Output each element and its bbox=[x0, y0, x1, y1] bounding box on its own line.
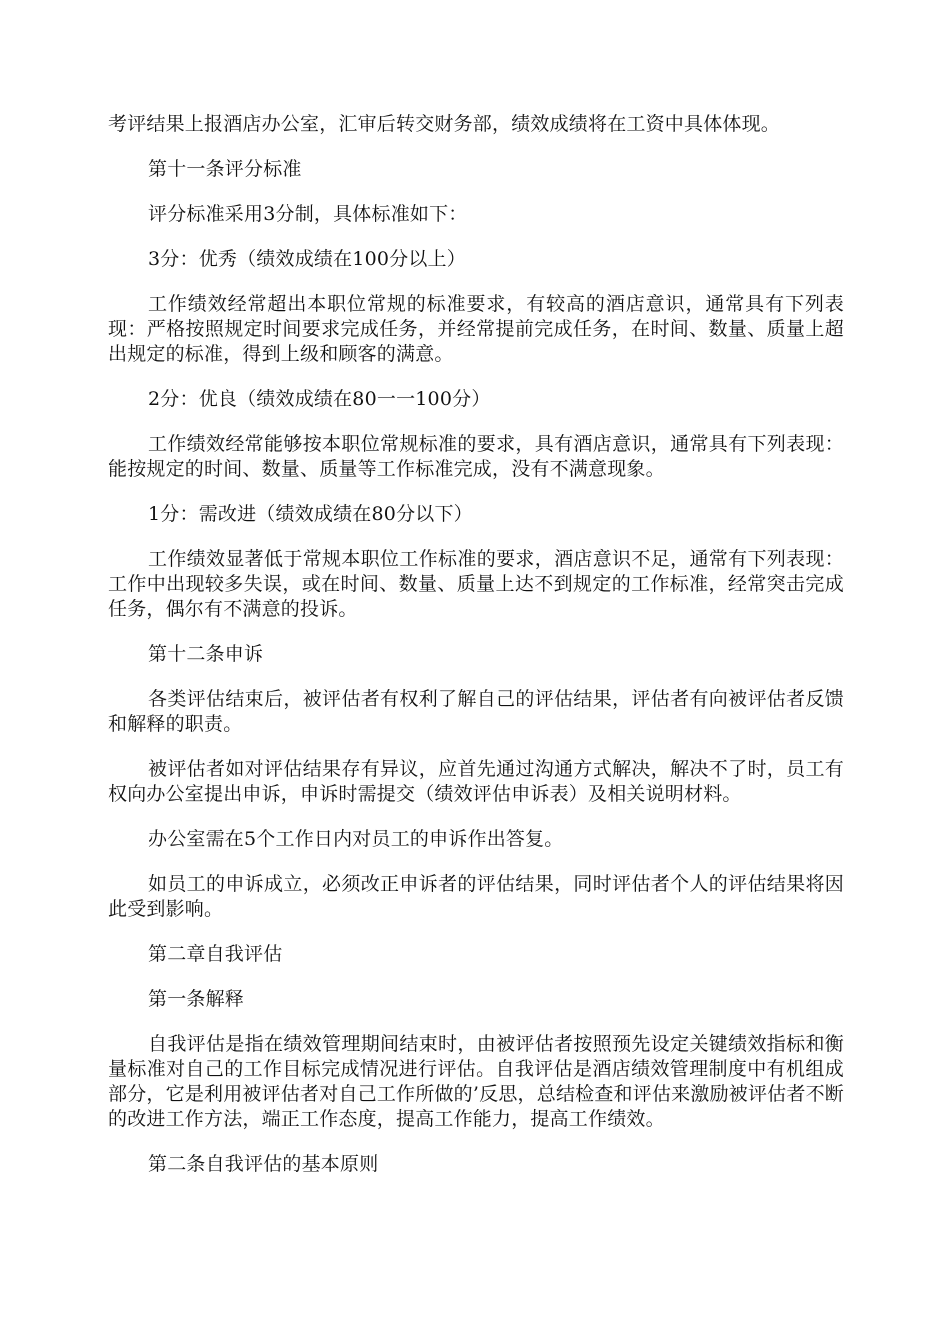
article-1-heading: 第一条解释 bbox=[148, 988, 245, 1010]
score-1-description: 工作绩效显著低于常规本职位工作标准的要求，酒店意识不足，通常有下列表现：工作中出现较多失误，或在时间、数量、质量上达不到规定的工作标准，经常突击完成任务，偶尔有不满意的投诉。 bbox=[108, 548, 844, 620]
score-3-description: 工作绩效经常超出本职位常规的标准要求，有较高的酒店意识，通常具有下列表现：严格按照规定时间要求完成任务，并经常提前完成任务，在时间、数量、质量上超出规定的标准，得到上级和顾客的满意。 bbox=[108, 293, 844, 365]
appeal-paragraph-1: 各类评估结束后，被评估者有权利了解自己的评估结果，评估者有向被评估者反馈和解释的职责。 bbox=[108, 688, 844, 735]
score-1-heading: 1分：需改进（绩效成绩在80分以下） bbox=[148, 503, 473, 525]
appeal-paragraph-3: 办公室需在5个工作日内对员工的申诉作出答复。 bbox=[148, 828, 564, 850]
paragraph-continuation: 考评结果上报酒店办公室，汇审后转交财务部，绩效成绩将在工资中具体体现。 bbox=[108, 113, 781, 135]
appeal-paragraph-2: 被评估者如对评估结果存有异议，应首先通过沟通方式解决，解决不了时，员工有权向办公室提出申诉，申诉时需提交（绩效评估申诉表）及相关说明材料。 bbox=[108, 758, 844, 805]
article-12-heading: 第十二条申诉 bbox=[148, 643, 264, 665]
article-11-heading: 第十一条评分标准 bbox=[148, 158, 302, 180]
article-2-heading: 第二条自我评估的基本原则 bbox=[148, 1153, 379, 1175]
chapter-2-heading: 第二章自我评估 bbox=[148, 943, 283, 965]
scoring-intro: 评分标准采用3分制，具体标准如下： bbox=[148, 203, 468, 225]
document-page bbox=[108, 112, 844, 1197]
self-assessment-definition: 自我评估是指在绩效管理期间结束时，由被评估者按照预先设定关键绩效指标和衡量标准对自己的工作目标完成情况进行评估。自我评估是酒店绩效管理制度中有机组成部分，它是利用被评估者对自己工作所做的’反思，总结检查和评估来激励被评估者不断的改进工作方法，端正工作态度，提高工作能力，提高工作绩效。 bbox=[108, 1033, 844, 1130]
score-3-heading: 3分：优秀（绩效成绩在100分以上） bbox=[148, 248, 466, 270]
score-2-description: 工作绩效经常能够按本职位常规标准的要求，具有酒店意识，通常具有下列表现：能按规定的时间、数量、质量等工作标准完成，没有不满意现象。 bbox=[108, 433, 844, 480]
score-2-heading: 2分：优良（绩效成绩在80一一100分） bbox=[148, 388, 491, 410]
appeal-paragraph-4: 如员工的申诉成立，必须改正申诉者的评估结果，同时评估者个人的评估结果将因此受到影响。 bbox=[108, 873, 844, 920]
